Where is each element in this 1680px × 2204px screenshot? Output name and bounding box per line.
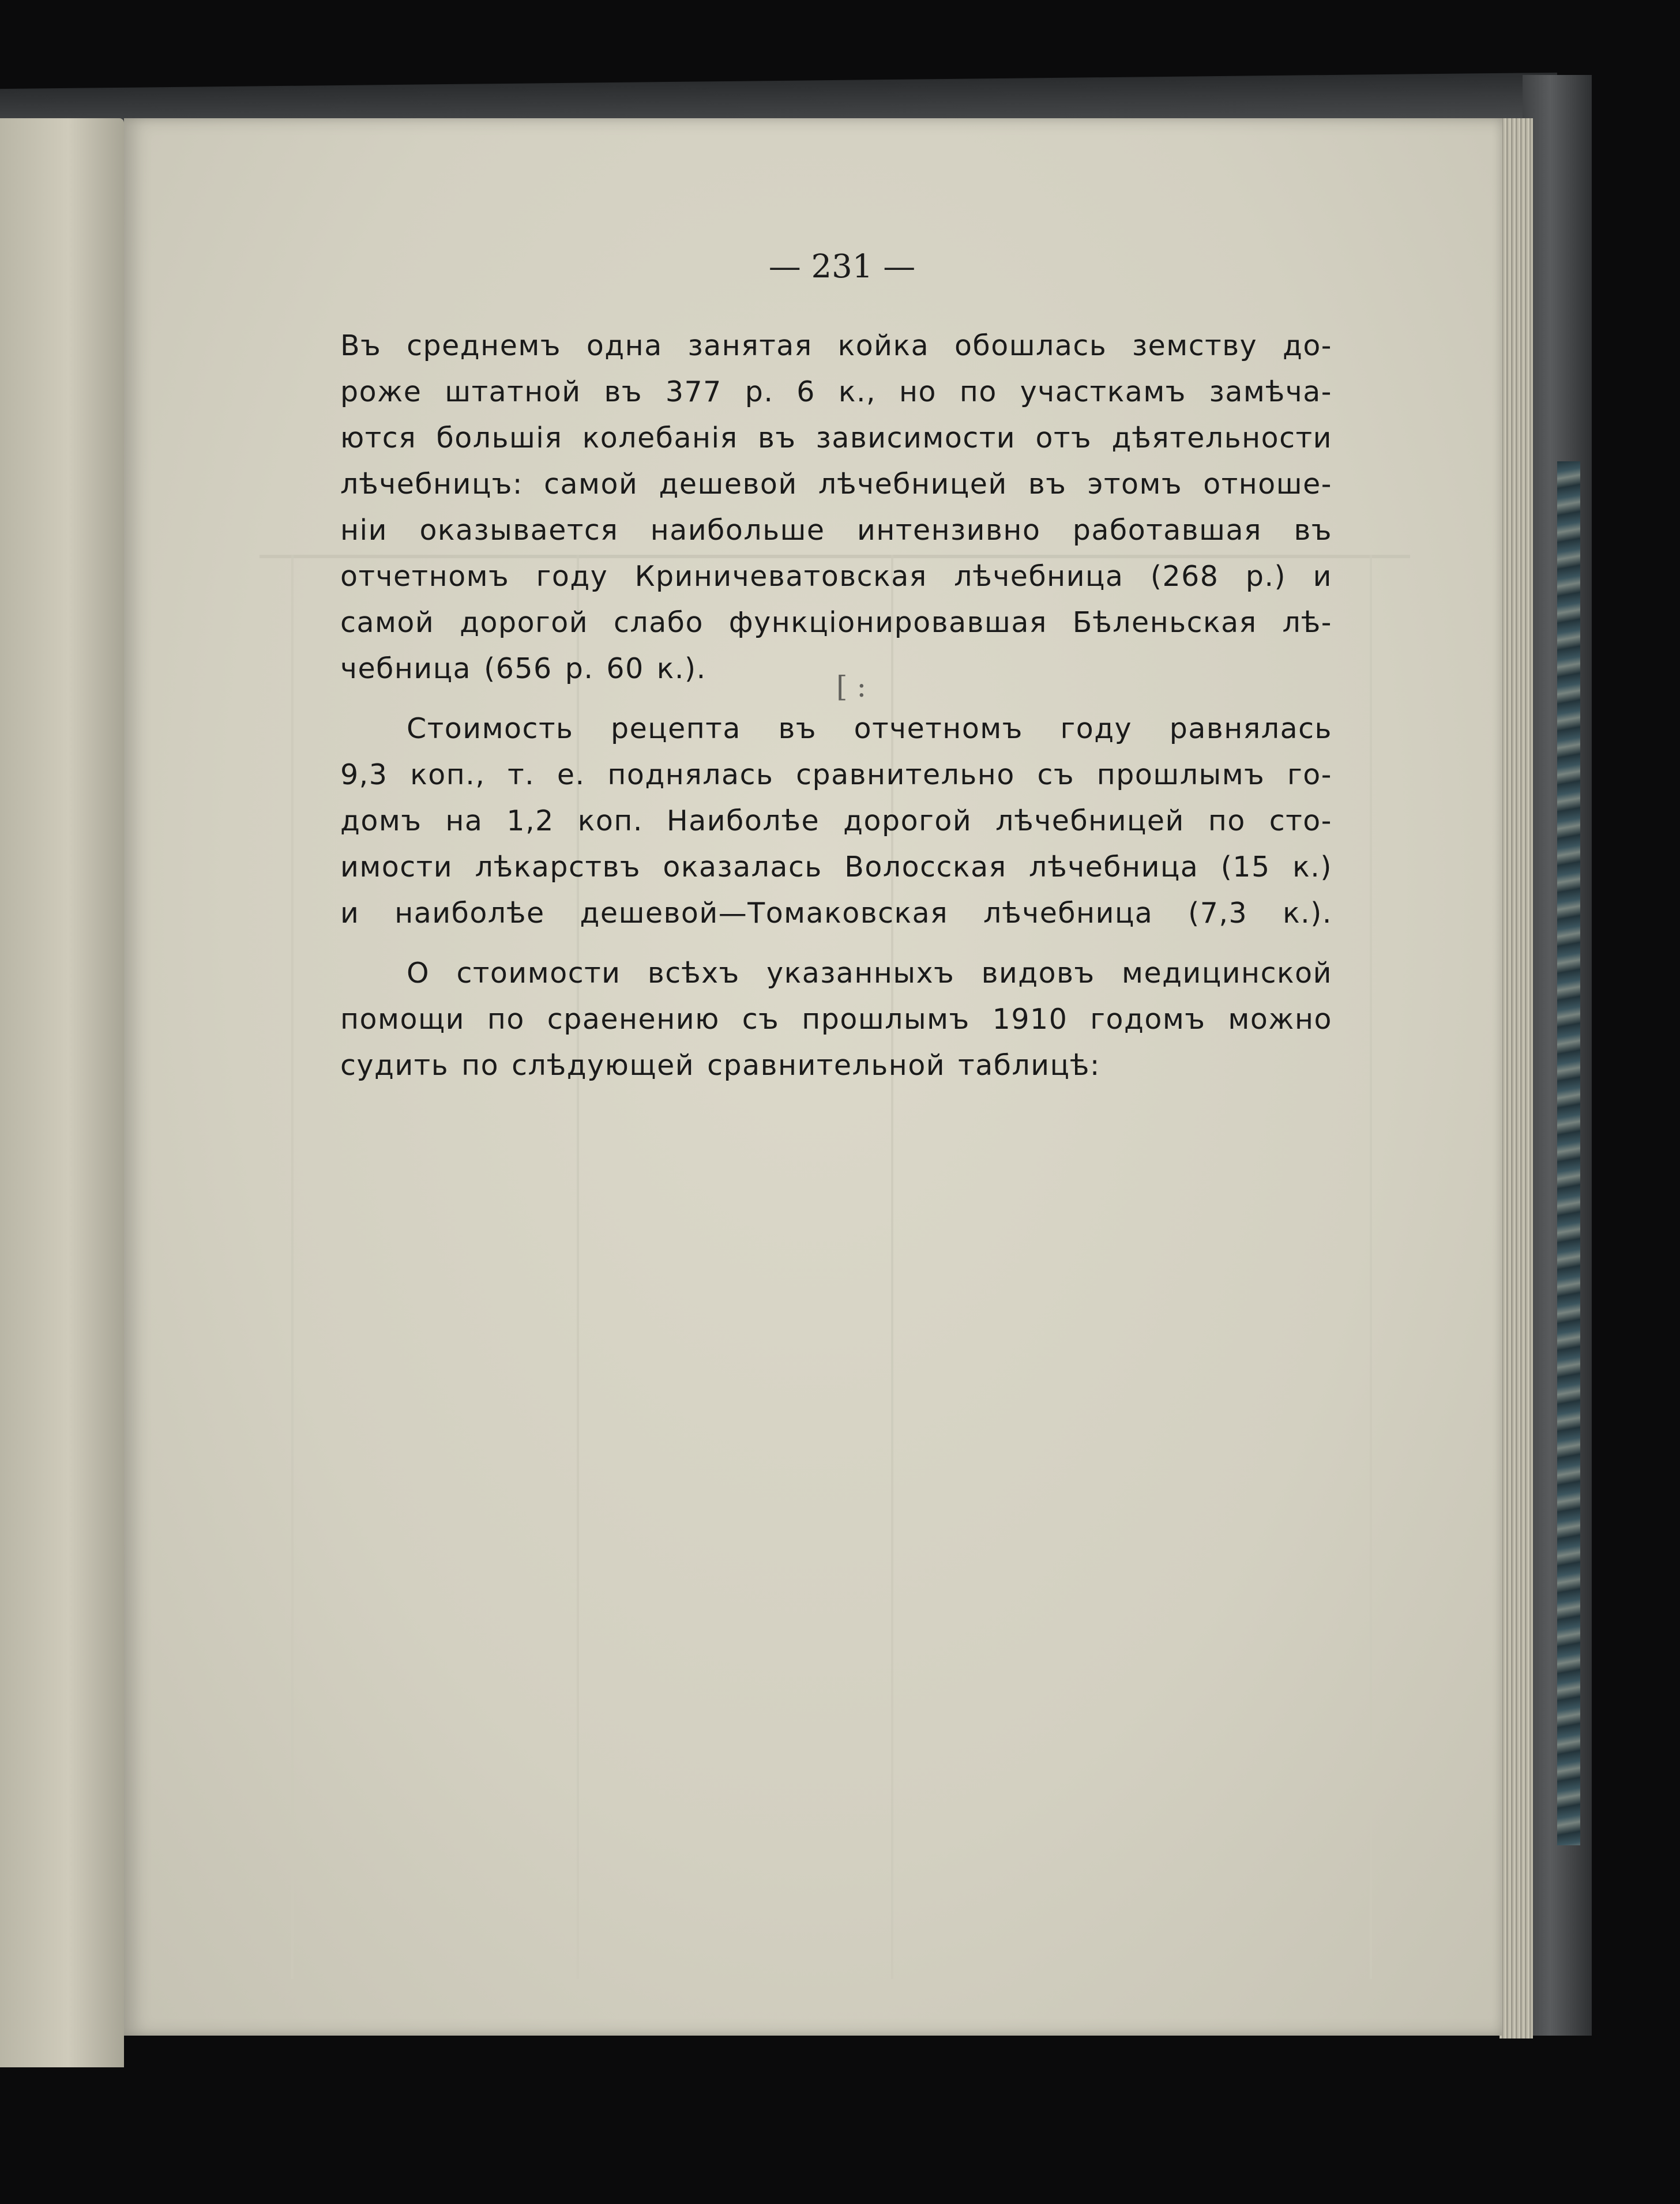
word: Стоимость <box>407 712 574 745</box>
word: въ <box>1028 468 1067 501</box>
word: равнялась <box>1169 712 1332 745</box>
word: (268 <box>1150 560 1219 593</box>
word: дешевой <box>659 468 798 501</box>
word: указанныхъ <box>766 957 955 990</box>
page-number: — 231 — <box>768 248 916 285</box>
word: сравнительной <box>707 1049 946 1082</box>
word: лѣчебница <box>954 560 1124 593</box>
word: 1910 <box>992 1003 1068 1036</box>
word: лѣчебницей <box>995 804 1185 837</box>
text-line <box>340 646 1332 692</box>
text-line <box>340 752 1332 798</box>
word: одна <box>586 329 663 362</box>
word: к.). <box>656 652 706 685</box>
word: го- <box>1287 758 1332 791</box>
word: Въ <box>340 329 382 362</box>
word: домъ <box>340 804 422 837</box>
text-line <box>340 323 1332 369</box>
word: лѣчебницъ: <box>340 468 523 501</box>
word: Наиболѣе <box>666 804 820 837</box>
word: самой <box>340 606 435 639</box>
word: помощи <box>340 1003 465 1036</box>
word: 6 <box>796 375 815 408</box>
text-line <box>340 996 1332 1043</box>
text-line <box>340 798 1332 844</box>
word: к.). <box>1283 897 1332 930</box>
word: всѣхъ <box>647 957 740 990</box>
word: чебница <box>340 652 472 685</box>
word: по <box>1208 804 1246 837</box>
body-text <box>340 323 1332 1089</box>
text-line <box>340 554 1332 600</box>
word: коп. <box>577 804 643 837</box>
text-line <box>340 890 1332 936</box>
word: сравнительно <box>796 758 1015 791</box>
word: слѣдующей <box>512 1049 695 1082</box>
word: ніи <box>340 514 388 547</box>
word: койка <box>837 329 930 362</box>
word: отчетномъ <box>854 712 1023 745</box>
word: по <box>487 1003 525 1036</box>
word: съ <box>1037 758 1075 791</box>
word: прошлымъ <box>1096 758 1265 791</box>
word: году <box>1060 712 1133 745</box>
word: лѣкарствъ <box>475 851 641 883</box>
stray-mark-icon: [ : <box>836 670 867 704</box>
word: лѣ- <box>1282 606 1332 639</box>
word: замѣча- <box>1209 375 1332 408</box>
word: съ <box>742 1003 780 1036</box>
word: лѣчебницей <box>818 468 1008 501</box>
word: наибольше <box>650 514 825 547</box>
word: Волосская <box>844 851 1007 883</box>
word: поднялась <box>607 758 774 791</box>
text-line <box>340 507 1332 554</box>
word: сто- <box>1269 804 1332 837</box>
word: участкамъ <box>1020 375 1186 408</box>
word: въ <box>1294 514 1332 547</box>
word: обошлась <box>954 329 1107 362</box>
left-page-edge <box>0 118 124 2067</box>
word: лѣчебница <box>983 897 1153 930</box>
word: р.) <box>1245 560 1287 593</box>
word: по <box>461 1049 499 1082</box>
word: рецепта <box>611 712 741 745</box>
word: самой <box>544 468 638 501</box>
word: роже <box>340 375 422 408</box>
marbled-cover-edge <box>1557 461 1580 1845</box>
word: 9,3 <box>340 758 388 791</box>
word: стоимости <box>456 957 621 990</box>
word: оказалась <box>663 851 822 883</box>
word: р. <box>745 375 774 408</box>
word: медицинской <box>1122 957 1332 990</box>
text-line <box>340 369 1332 415</box>
word: 1,2 <box>506 804 554 837</box>
word: можно <box>1228 1003 1332 1036</box>
word: дорогой <box>460 606 589 639</box>
page-stack-edges <box>1499 118 1533 2038</box>
text-line <box>340 844 1332 890</box>
word: прошлымъ <box>802 1003 970 1036</box>
bleed-through-column <box>291 555 294 1979</box>
word: работавшая <box>1072 514 1262 547</box>
word: отъ <box>1035 422 1092 454</box>
word: видовъ <box>981 957 1095 990</box>
word: (656 <box>484 652 553 685</box>
text-line <box>340 706 1332 752</box>
word: но <box>899 375 937 408</box>
word: имости <box>340 851 453 883</box>
word: большія <box>436 422 563 454</box>
word: дѣятельности <box>1111 422 1332 454</box>
bleed-through-column <box>1370 555 1372 1979</box>
word: и <box>1313 560 1332 593</box>
word: 60 <box>606 652 644 685</box>
word: наиболѣе <box>394 897 545 930</box>
word: функціонировавшая <box>728 606 1047 639</box>
word: р. <box>565 652 594 685</box>
text-line <box>340 600 1332 646</box>
word: колебанія <box>582 422 738 454</box>
word: судить <box>340 1049 449 1082</box>
text-line <box>340 415 1332 461</box>
word: занятая <box>687 329 813 362</box>
text-line <box>340 461 1332 507</box>
word: (15 <box>1220 851 1271 883</box>
word: таблицѣ: <box>958 1049 1100 1082</box>
word: лѣчебница <box>1029 851 1199 883</box>
word: отчетномъ <box>340 560 510 593</box>
word: 377 <box>665 375 722 408</box>
word: на <box>445 804 483 837</box>
word: интензивно <box>857 514 1041 547</box>
word: О <box>407 957 430 990</box>
word: дешевой—Томаковская <box>580 897 949 930</box>
word: оказывается <box>419 514 619 547</box>
word: земству <box>1132 329 1258 362</box>
word: (7,3 <box>1188 897 1248 930</box>
word: и <box>340 897 360 930</box>
text-line <box>340 1043 1332 1089</box>
word: до- <box>1282 329 1332 362</box>
word: среднемъ <box>407 329 561 362</box>
word: е. <box>557 758 585 791</box>
word: дорогой <box>843 804 972 837</box>
word: въ <box>757 422 796 454</box>
word: штатной <box>445 375 581 408</box>
word: Бѣленьская <box>1072 606 1257 639</box>
word: году <box>536 560 608 593</box>
word: въ <box>778 712 817 745</box>
word: зависимости <box>815 422 1016 454</box>
word: слабо <box>613 606 704 639</box>
word: коп., <box>410 758 486 791</box>
text-line <box>340 950 1332 996</box>
word: к.) <box>1292 851 1332 883</box>
word: сраенению <box>547 1003 720 1036</box>
word: по <box>959 375 997 408</box>
word: этомъ <box>1087 468 1183 501</box>
word: въ <box>604 375 642 408</box>
word: т. <box>508 758 535 791</box>
word: годомъ <box>1090 1003 1206 1036</box>
word: к., <box>838 375 877 408</box>
word: Криничеватовская <box>634 560 927 593</box>
word: ются <box>340 422 417 454</box>
word: отноше- <box>1203 468 1332 501</box>
